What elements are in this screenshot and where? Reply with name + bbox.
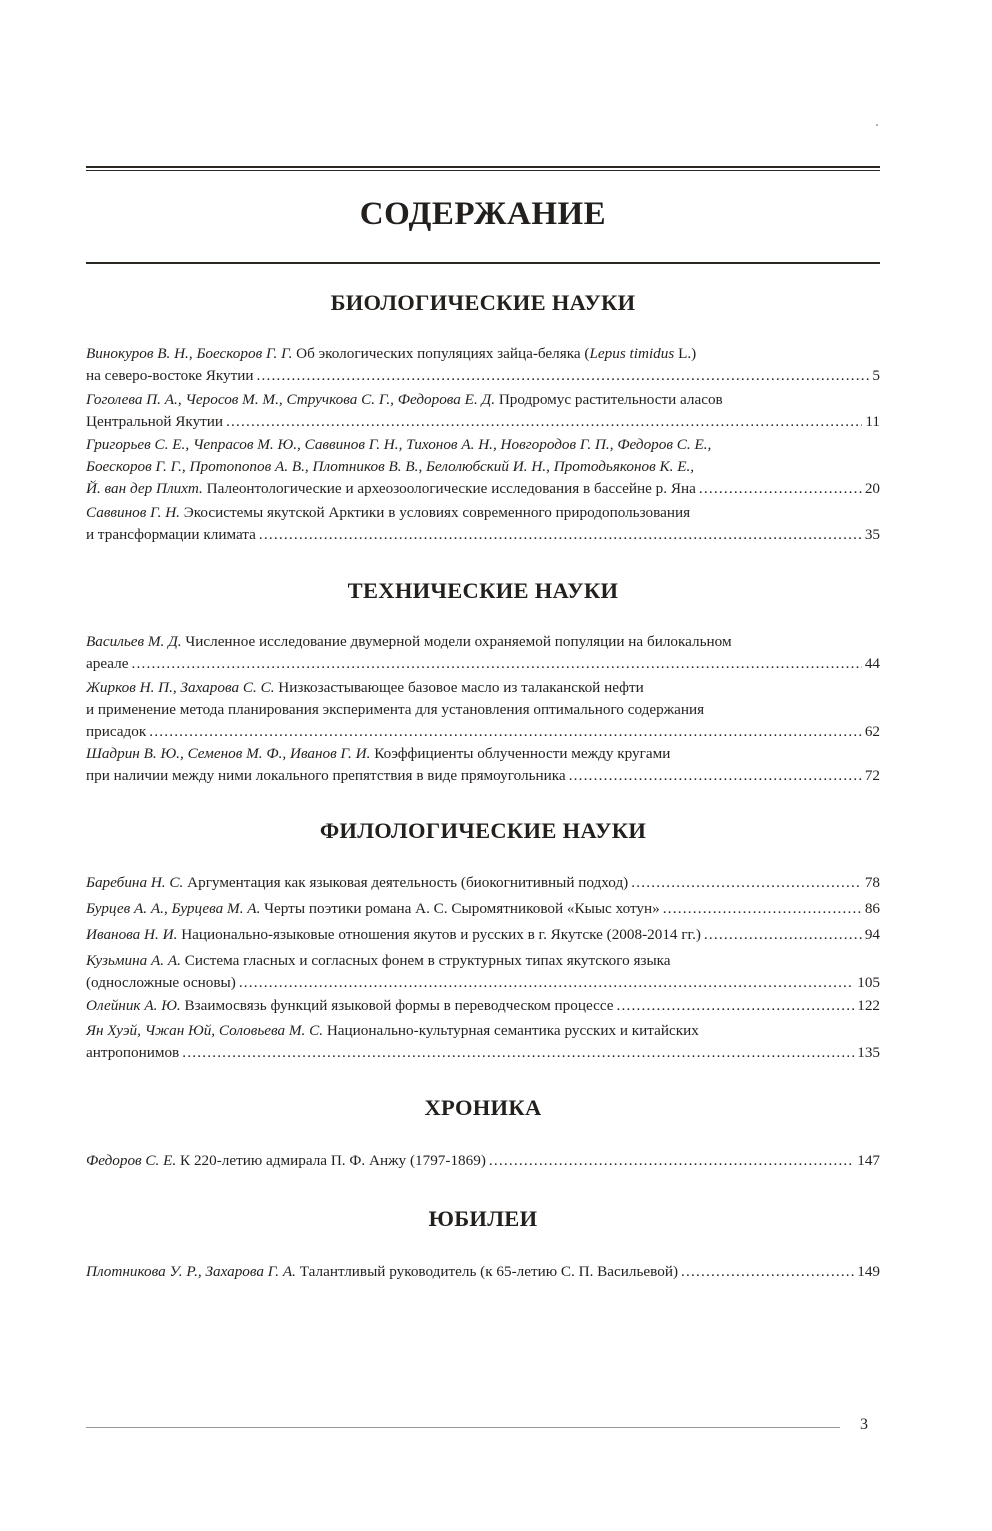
entry-text: и применение метода планирования эксперимента для установления оптимального содержания bbox=[86, 701, 705, 718]
toc-entry[interactable] bbox=[86, 343, 880, 387]
dot-leader bbox=[663, 898, 862, 920]
entry-line bbox=[86, 631, 880, 653]
entry-line bbox=[86, 478, 880, 500]
entry-authors: Баребина Н. С. bbox=[86, 874, 184, 891]
entry-page-number: 135 bbox=[857, 1044, 880, 1061]
dot-leader bbox=[182, 1042, 854, 1064]
entry-line bbox=[86, 721, 880, 743]
entry-line bbox=[86, 1150, 880, 1172]
entry-text: на северо-востоке Якутии bbox=[86, 367, 254, 384]
entry-line bbox=[86, 653, 880, 675]
entry-authors: Саввинов Г. Н. bbox=[86, 504, 180, 521]
entry-line bbox=[86, 502, 880, 524]
entry-line bbox=[86, 343, 880, 365]
entry-line bbox=[86, 743, 880, 765]
entry-line bbox=[86, 699, 880, 721]
section-title: ТЕХНИЧЕСКИЕ НАУКИ bbox=[347, 578, 619, 603]
entry-authors: Федоров С. Е. bbox=[86, 1152, 177, 1169]
entry-authors: Иванова Н. И. bbox=[86, 926, 178, 943]
entry-text: при наличии между ними локального препятствия в виде прямоугольника bbox=[86, 767, 566, 784]
entry-page-number: 72 bbox=[864, 767, 880, 784]
title-rule bbox=[86, 262, 880, 264]
entry-authors: Боескоров Г. Г., Протопопов А. В., Плотников В. В., Белолюбский И. Н., Протодьяконов К. Е., bbox=[86, 458, 695, 475]
entry-line bbox=[86, 972, 880, 994]
dot-leader bbox=[149, 721, 862, 743]
entry-text: Взаимосвязь функций языковой формы в переводческом процессе bbox=[180, 997, 614, 1014]
entry-text: Талантливый руководитель (к 65-летию С. П. Васильевой) bbox=[295, 1263, 679, 1280]
dot-leader bbox=[226, 411, 862, 433]
entry-page-number: 44 bbox=[864, 655, 880, 672]
entry-text: Численное исследование двумерной модели охраняемой популяции на билокальном bbox=[181, 633, 732, 650]
entry-text: ареале bbox=[86, 655, 129, 672]
entry-page-number: 122 bbox=[857, 997, 880, 1014]
entry-authors: Ян Хуэй, Чжан Юй, Соловьева М. С. bbox=[86, 1022, 324, 1039]
entry-line bbox=[86, 434, 880, 456]
toc-entry[interactable] bbox=[86, 950, 880, 994]
entry-authors: Плотникова У. Р., Захарова Г. А. bbox=[86, 1263, 296, 1280]
entry-text: присадок bbox=[86, 723, 147, 740]
entry-line bbox=[86, 365, 880, 387]
entry-text: Экосистемы якутской Арктики в условиях современного природопользования bbox=[179, 504, 691, 521]
entry-page-number: 149 bbox=[857, 1263, 880, 1280]
section-title: ЮБИЛЕИ bbox=[428, 1206, 538, 1231]
entry-authors: Бурцев А. А., Бурцева М. А. bbox=[86, 900, 261, 917]
entry-text: Аргументация как языковая деятельность (биокогнитивный подход) bbox=[183, 874, 629, 891]
entry-authors: Lepus timidus bbox=[589, 345, 675, 362]
entry-page-number: 11 bbox=[865, 413, 880, 430]
entry-text: Система гласных и согласных фонем в структурных типах якутского языка bbox=[180, 952, 671, 969]
entry-line bbox=[86, 411, 880, 433]
page-number: 3 bbox=[860, 1416, 868, 1433]
entry-authors: Й. ван дер Плихт. bbox=[86, 480, 203, 497]
toc-entry[interactable] bbox=[86, 1150, 880, 1172]
entry-text: Национально-культурная семантика русских и китайских bbox=[323, 1022, 699, 1039]
toc-entry[interactable] bbox=[86, 434, 880, 500]
top-double-rule bbox=[86, 166, 880, 171]
toc-entry[interactable] bbox=[86, 924, 880, 946]
toc-entry[interactable] bbox=[86, 743, 880, 787]
entry-line bbox=[86, 524, 880, 546]
entry-line bbox=[86, 1042, 880, 1064]
entry-page-number: 94 bbox=[864, 926, 880, 943]
entry-page-number: 62 bbox=[864, 723, 880, 740]
entry-line bbox=[86, 872, 880, 894]
scan-mark bbox=[876, 124, 878, 126]
entry-page-number: 5 bbox=[872, 367, 880, 384]
toc-entry[interactable] bbox=[86, 872, 880, 894]
toc-entry[interactable] bbox=[86, 1020, 880, 1064]
entry-text: Национально-языковые отношения якутов и русских в г. Якутске (2008-2014 гг.) bbox=[177, 926, 701, 943]
section-title: ФИЛОЛОГИЧЕСКИЕ НАУКИ bbox=[319, 818, 647, 843]
entry-line bbox=[86, 924, 880, 946]
entry-text: (односложные основы) bbox=[86, 974, 236, 991]
entry-line bbox=[86, 456, 880, 478]
dot-leader bbox=[631, 872, 862, 894]
dot-leader bbox=[489, 1150, 854, 1172]
entry-page-number: 78 bbox=[864, 874, 880, 891]
entry-text: К 220-летию адмирала П. Ф. Анжу (1797-1869) bbox=[176, 1152, 486, 1169]
entry-text: Об экологических популяциях зайца-беляка ( bbox=[292, 345, 590, 362]
entry-text: Коэффициенты облученности между кругами bbox=[370, 745, 671, 762]
dot-leader bbox=[131, 653, 861, 675]
toc-entry[interactable] bbox=[86, 898, 880, 920]
toc-entry[interactable] bbox=[86, 389, 880, 433]
entry-line bbox=[86, 995, 880, 1017]
dot-leader bbox=[617, 995, 855, 1017]
entry-page-number: 147 bbox=[857, 1152, 880, 1169]
entry-authors: Шадрин В. Ю., Семенов М. Ф., Иванов Г. И. bbox=[86, 745, 371, 762]
entry-authors: Жирков Н. П., Захарова С. С. bbox=[86, 679, 275, 696]
entry-page-number: 105 bbox=[857, 974, 880, 991]
entry-line bbox=[86, 765, 880, 787]
entry-line bbox=[86, 950, 880, 972]
dot-leader bbox=[569, 765, 862, 787]
dot-leader bbox=[239, 972, 854, 994]
dot-leader bbox=[257, 365, 870, 387]
entry-text: Продромус растительности аласов bbox=[495, 391, 723, 408]
section-title: БИОЛОГИЧЕСКИЕ НАУКИ bbox=[330, 290, 636, 315]
toc-entry[interactable] bbox=[86, 631, 880, 675]
toc-entry[interactable] bbox=[86, 502, 880, 546]
entry-page-number: 20 bbox=[864, 480, 880, 497]
entry-text: и трансформации климата bbox=[86, 526, 256, 543]
dot-leader bbox=[704, 924, 862, 946]
dot-leader bbox=[681, 1261, 854, 1283]
entry-text: Черты поэтики романа А. С. Сыромятниковой «Кыыс хотун» bbox=[260, 900, 660, 917]
section-title: ХРОНИКА bbox=[424, 1095, 542, 1120]
toc-entry[interactable] bbox=[86, 1261, 880, 1283]
entry-text: антропонимов bbox=[86, 1044, 180, 1061]
entry-authors: Григорьев С. Е., Чепрасов М. Ю., Саввинов Г. Н., Тихонов А. Н., Новгородов Г. П., Федоров С. Е., bbox=[86, 436, 712, 453]
entry-line bbox=[86, 677, 880, 699]
footer-rule bbox=[86, 1427, 840, 1428]
toc-entry[interactable] bbox=[86, 995, 880, 1017]
entry-page-number: 35 bbox=[864, 526, 880, 543]
entry-text: Центральной Якутии bbox=[86, 413, 224, 430]
page-title: СОДЕРЖАНИЕ bbox=[359, 196, 607, 232]
entry-authors: Кузьмина А. А. bbox=[86, 952, 181, 969]
entry-authors: Олейник А. Ю. bbox=[86, 997, 181, 1014]
entry-line bbox=[86, 1020, 880, 1042]
entry-authors: Винокуров В. Н., Боескоров Г. Г. bbox=[86, 345, 293, 362]
entry-text: Низкозастывающее базовое масло из талаканской нефти bbox=[274, 679, 644, 696]
entry-page-number: 86 bbox=[864, 900, 880, 917]
dot-leader bbox=[259, 524, 862, 546]
entry-authors: Гоголева П. А., Черосов М. М., Стручкова С. Г., Федорова Е. Д. bbox=[86, 391, 496, 408]
entry-line bbox=[86, 389, 880, 411]
entry-line bbox=[86, 1261, 880, 1283]
toc-entry[interactable] bbox=[86, 677, 880, 743]
entry-line bbox=[86, 898, 880, 920]
entry-text: L.) bbox=[674, 345, 697, 362]
entry-text: Палеонтологические и археозоологические исследования в бассейне р. Яна bbox=[202, 480, 696, 497]
dot-leader bbox=[699, 478, 862, 500]
entry-authors: Васильев М. Д. bbox=[86, 633, 182, 650]
